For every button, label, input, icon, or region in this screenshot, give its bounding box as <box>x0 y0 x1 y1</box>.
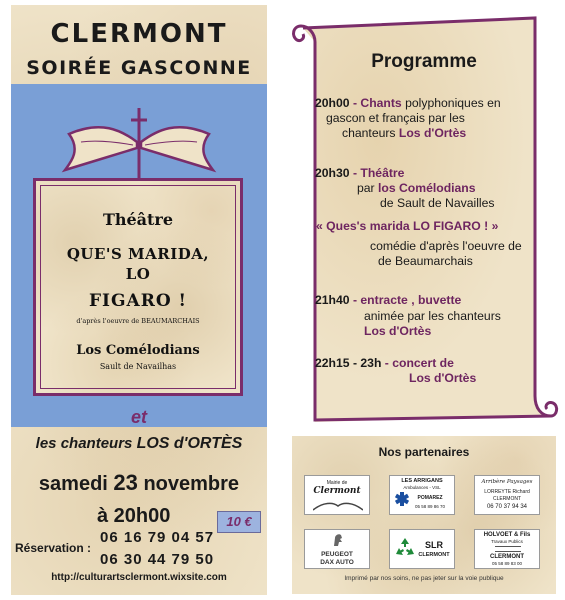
theatre-heading: Théâtre <box>102 210 174 229</box>
play-title-line-1: QUE'S MARIDA, <box>66 245 210 263</box>
troupe-name: Los Comélodians <box>76 343 200 358</box>
partner-logo-slr <box>389 529 455 569</box>
partner-logo-holvoet <box>474 529 540 569</box>
price-badge: 10 € <box>217 511 261 533</box>
programme-line <box>315 166 404 180</box>
reservation-phone-2[interactable]: 06 30 44 79 50 <box>100 551 215 568</box>
singers-line <box>11 435 267 453</box>
play-title-figaro: FIGARO ! <box>88 291 188 311</box>
mairie-name: Clermont <box>313 486 361 496</box>
programme-line <box>342 126 466 140</box>
programme-line <box>326 111 465 125</box>
programme-lead: concert de <box>392 356 454 370</box>
programme-text: comédie d'après l'oeuvre de <box>370 239 522 253</box>
partner-logo-mairie <box>304 475 370 515</box>
theatre-frame <box>33 178 243 396</box>
holvoet-rule <box>495 546 521 552</box>
play-credit: d'après l'oeuvre de BEAUMARCHAIS <box>76 317 200 325</box>
partner-logo-arribere <box>474 475 540 515</box>
programme-time: 21h40 <box>315 293 350 307</box>
programme-text: de Sault de Navailles <box>380 196 495 210</box>
holvoet-name: HOLVOET & Fils <box>483 532 531 538</box>
programme-sep: - <box>349 293 361 307</box>
event-date <box>11 470 267 496</box>
programme-time: 20h30 <box>315 166 350 180</box>
and-connector: et <box>130 407 147 427</box>
programme-bold: Los d'Ortès <box>409 371 477 385</box>
mairie-label: Mairie de <box>326 480 348 486</box>
programme-bold: Los d'Ortès <box>364 324 432 338</box>
partners-title: Nos partenaires <box>378 445 470 459</box>
programme-line <box>357 181 476 195</box>
programme-text: par <box>357 181 379 195</box>
programme-lead: Théâtre <box>360 166 405 180</box>
programme-line <box>364 324 431 338</box>
arrigans-city: POMAREZ <box>417 495 443 501</box>
programme-time: 22h15 - 23h <box>315 356 382 370</box>
programme-sep: - <box>349 166 361 180</box>
holvoet-sub: Travaux Publics <box>491 539 523 544</box>
programme-bold: los Comélodians <box>378 181 476 195</box>
programme-line <box>316 219 498 233</box>
holvoet-city: CLERMONT <box>490 554 524 560</box>
programme-line <box>409 371 476 385</box>
event-subtitle: SOIRÉE GASCONNE <box>26 57 252 79</box>
play-title-line-2: LO <box>125 265 151 283</box>
troupe-origin: Sault de Navailhas <box>99 362 177 371</box>
programme-line <box>364 309 501 323</box>
singers-name: LOS d'ORTÈS <box>136 435 243 452</box>
programme-line <box>370 239 522 253</box>
peugeot-lion-icon <box>330 532 346 548</box>
partner-logo-arrigans <box>389 475 455 515</box>
partners-panel <box>292 436 556 594</box>
arrigans-name: LES ARRIGANS <box>401 478 443 484</box>
programme-scroll <box>289 4 559 430</box>
event-town-title: CLERMONT <box>50 19 228 49</box>
arrigans-sub: Ambulances - VSL <box>403 485 441 490</box>
singers-prefix: les chanteurs <box>35 435 133 452</box>
programme-line <box>380 196 495 210</box>
slr-city: CLERMONT <box>418 552 450 558</box>
programme-title: Programme <box>371 51 477 72</box>
programme-line <box>378 254 473 268</box>
programme-text: de Beaumarchais <box>378 254 473 268</box>
website-link[interactable]: http://culturartsclermont.wixsite.com <box>51 572 227 583</box>
play-title <box>33 244 243 284</box>
programme-bold: « Ques's marida LO FIGARO ! » <box>316 219 499 233</box>
programme-line <box>315 96 501 110</box>
event-time: à 20h00 <box>97 505 171 527</box>
programme-lead: entracte , buvette <box>360 293 462 307</box>
reservation-label: Réservation : <box>15 541 92 555</box>
print-notice: Imprimé par nos soins, ne pas jeter sur la voie publique <box>344 575 504 582</box>
arribere-name: Arribère Paysages <box>481 479 533 485</box>
programme-text: animée par les chanteurs <box>364 309 501 323</box>
programme-sep: - <box>349 96 361 110</box>
flyer-left-panel <box>11 5 267 595</box>
programme-bold: Los d'Ortès <box>398 126 467 140</box>
date-weekday: samedi <box>38 473 108 495</box>
programme-time: 20h00 <box>315 96 350 110</box>
mairie-emblem-icon <box>313 500 363 512</box>
programme-lead: Chants <box>360 96 402 110</box>
arribere-owner: LORREYTE Richard <box>484 489 530 495</box>
reservation-phone-1[interactable]: 06 16 79 04 57 <box>100 529 215 546</box>
date-day: 23 <box>113 470 138 495</box>
programme-sep: - <box>381 356 393 370</box>
holvoet-phone: 05 58 89 83 00 <box>491 561 523 566</box>
programme-line <box>315 293 461 307</box>
arribere-phone: 06 70 37 94 34 <box>486 504 528 510</box>
slr-name: SLR <box>425 540 443 550</box>
peugeot-name: PEUGEOT <box>321 551 353 558</box>
date-month: novembre <box>143 473 240 495</box>
programme-text: polyphoniques en <box>401 96 501 110</box>
programme-text: gascon et français par les <box>326 111 465 125</box>
arrigans-phone: 05 58 89 86 70 <box>414 504 446 509</box>
programme-text: chanteurs <box>342 126 399 140</box>
partner-logo-peugeot <box>304 529 370 569</box>
programme-line <box>315 356 454 370</box>
blue-illustration-panel <box>11 84 267 427</box>
peugeot-sub: DAX AUTO <box>320 559 354 566</box>
arribere-city: CLERMONT <box>492 496 522 502</box>
